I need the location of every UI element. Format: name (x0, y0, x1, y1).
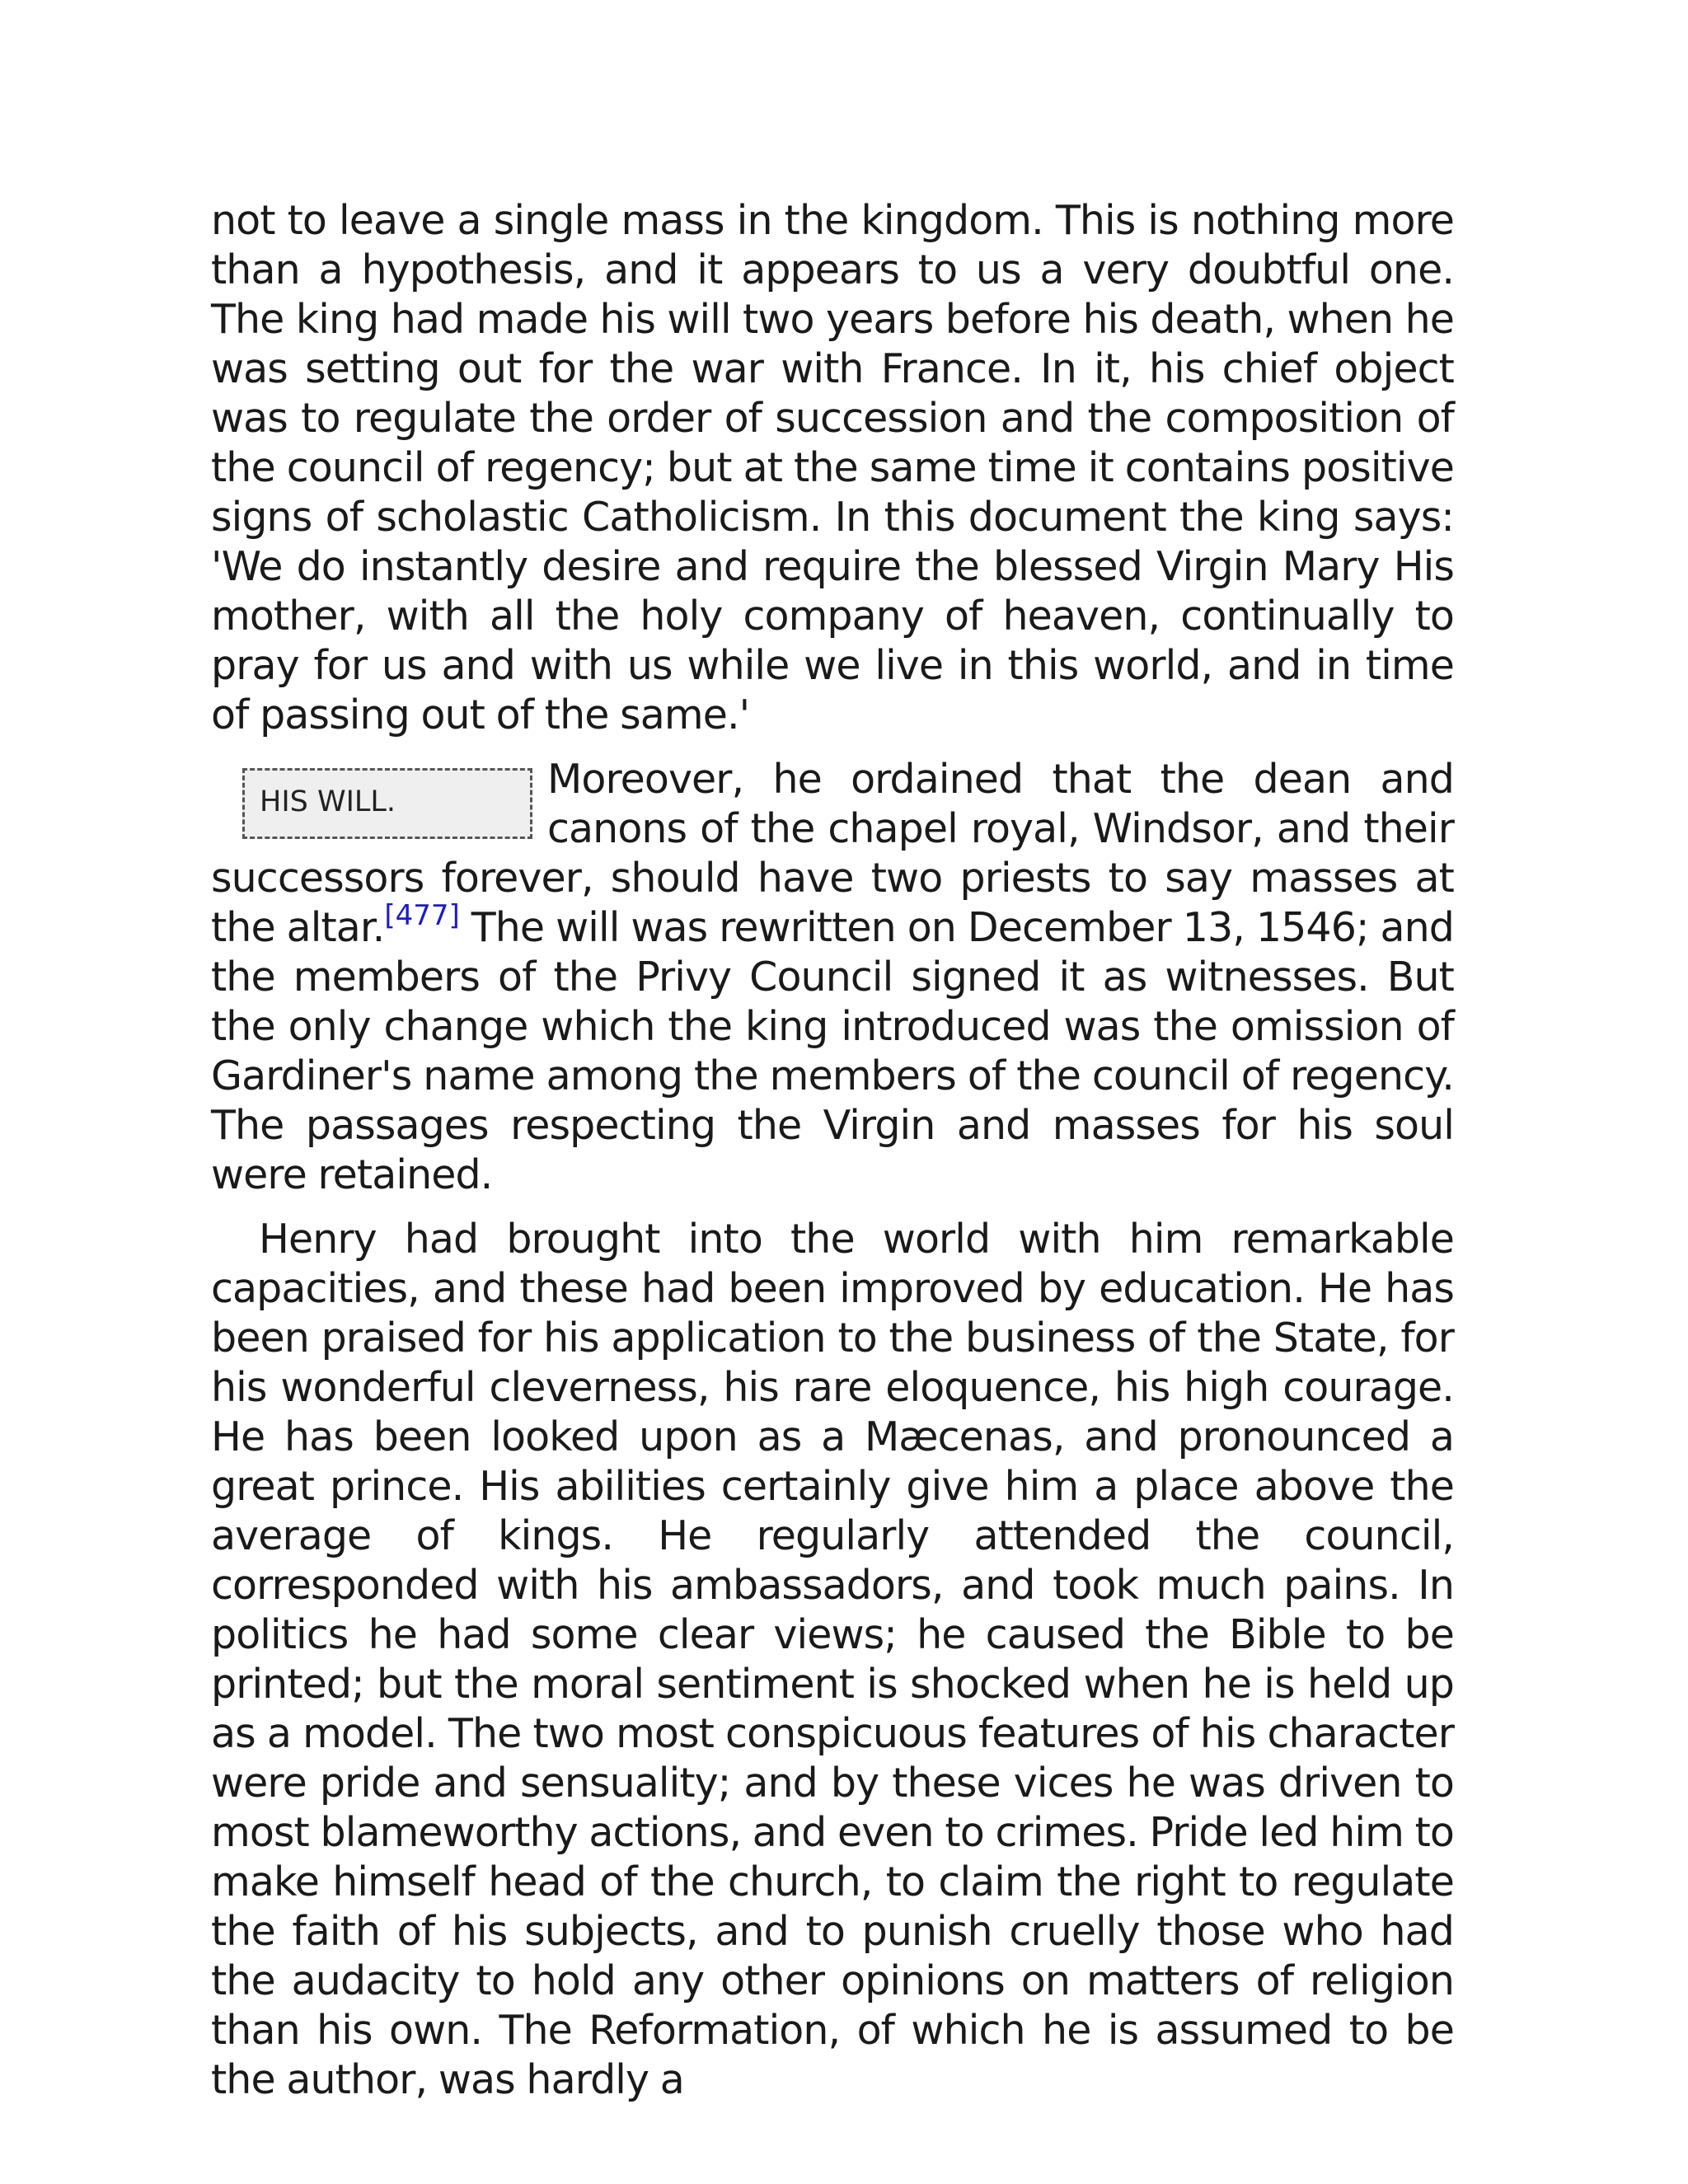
footnote-link-477[interactable]: [477] (384, 899, 460, 932)
paragraph-1: not to leave a single mass in the kingdom. This is nothing more than a hypothesis, and it appears to us a very doubtful one. The king had made his will two years before his death, when he was setting out for the war with France. In it, his chief object was to regulate the order of succession and the composition of the council of regency; but at the same time it contains positive signs of scholastic Catholicism. In this document the king says: 'We do instantly desire and require the blessed Virgin Mary His mother, with all the holy company of heaven, continually to pray for us and with us while we live in this world, and in time of passing out of the same.' (211, 197, 1454, 738)
paragraph-2-text-after: The will was rewritten on December 13, 1546; and the members of the Privy Council signed it as witnesses. But the only change which the king introduced was the omission of Gardiner's name among the members of the council of regency. The passages respecting the Virgin and masses for his soul were retained. (211, 904, 1455, 1198)
paragraph-3: Henry had brought into the world with him remarkable capacities, and these had been improved by education. He has been praised for his application to the business of the State, for his wonderful cleverness, his rare eloquence, his high courage. He has been looked upon as a Mæcenas, and pronounced a great prince. His abilities certainly give him a place above the average of kings. He regularly attended the council, corresponded with his ambassadors, and took much pains. In politics he had some clear views; he caused the Bible to be printed; but the moral sentiment is shocked when he is held up as a model. The two most conspicuous features of his character were pride and sensuality; and by these vices he was driven to most blameworthy actions, and even to crimes. Pride led him to make himself head of the church, to claim the right to regulate the faith of his subjects, and to punish cruelly those who had the audacity to hold any other opinions on matters of religion than his own. The Reformation, of which he is assumed to be the author, was hardly a (211, 1216, 1454, 2103)
paragraph-2-text-before: Moreover, he ordained that the dean and canons of the chapel royal, Windsor, and their successors forever, should have two priests to say masses at the altar. (211, 756, 1454, 951)
page-body (211, 196, 1454, 2105)
sidenote-his-will: HIS WILL. (242, 768, 532, 839)
paragraph-2 (211, 755, 1454, 1200)
